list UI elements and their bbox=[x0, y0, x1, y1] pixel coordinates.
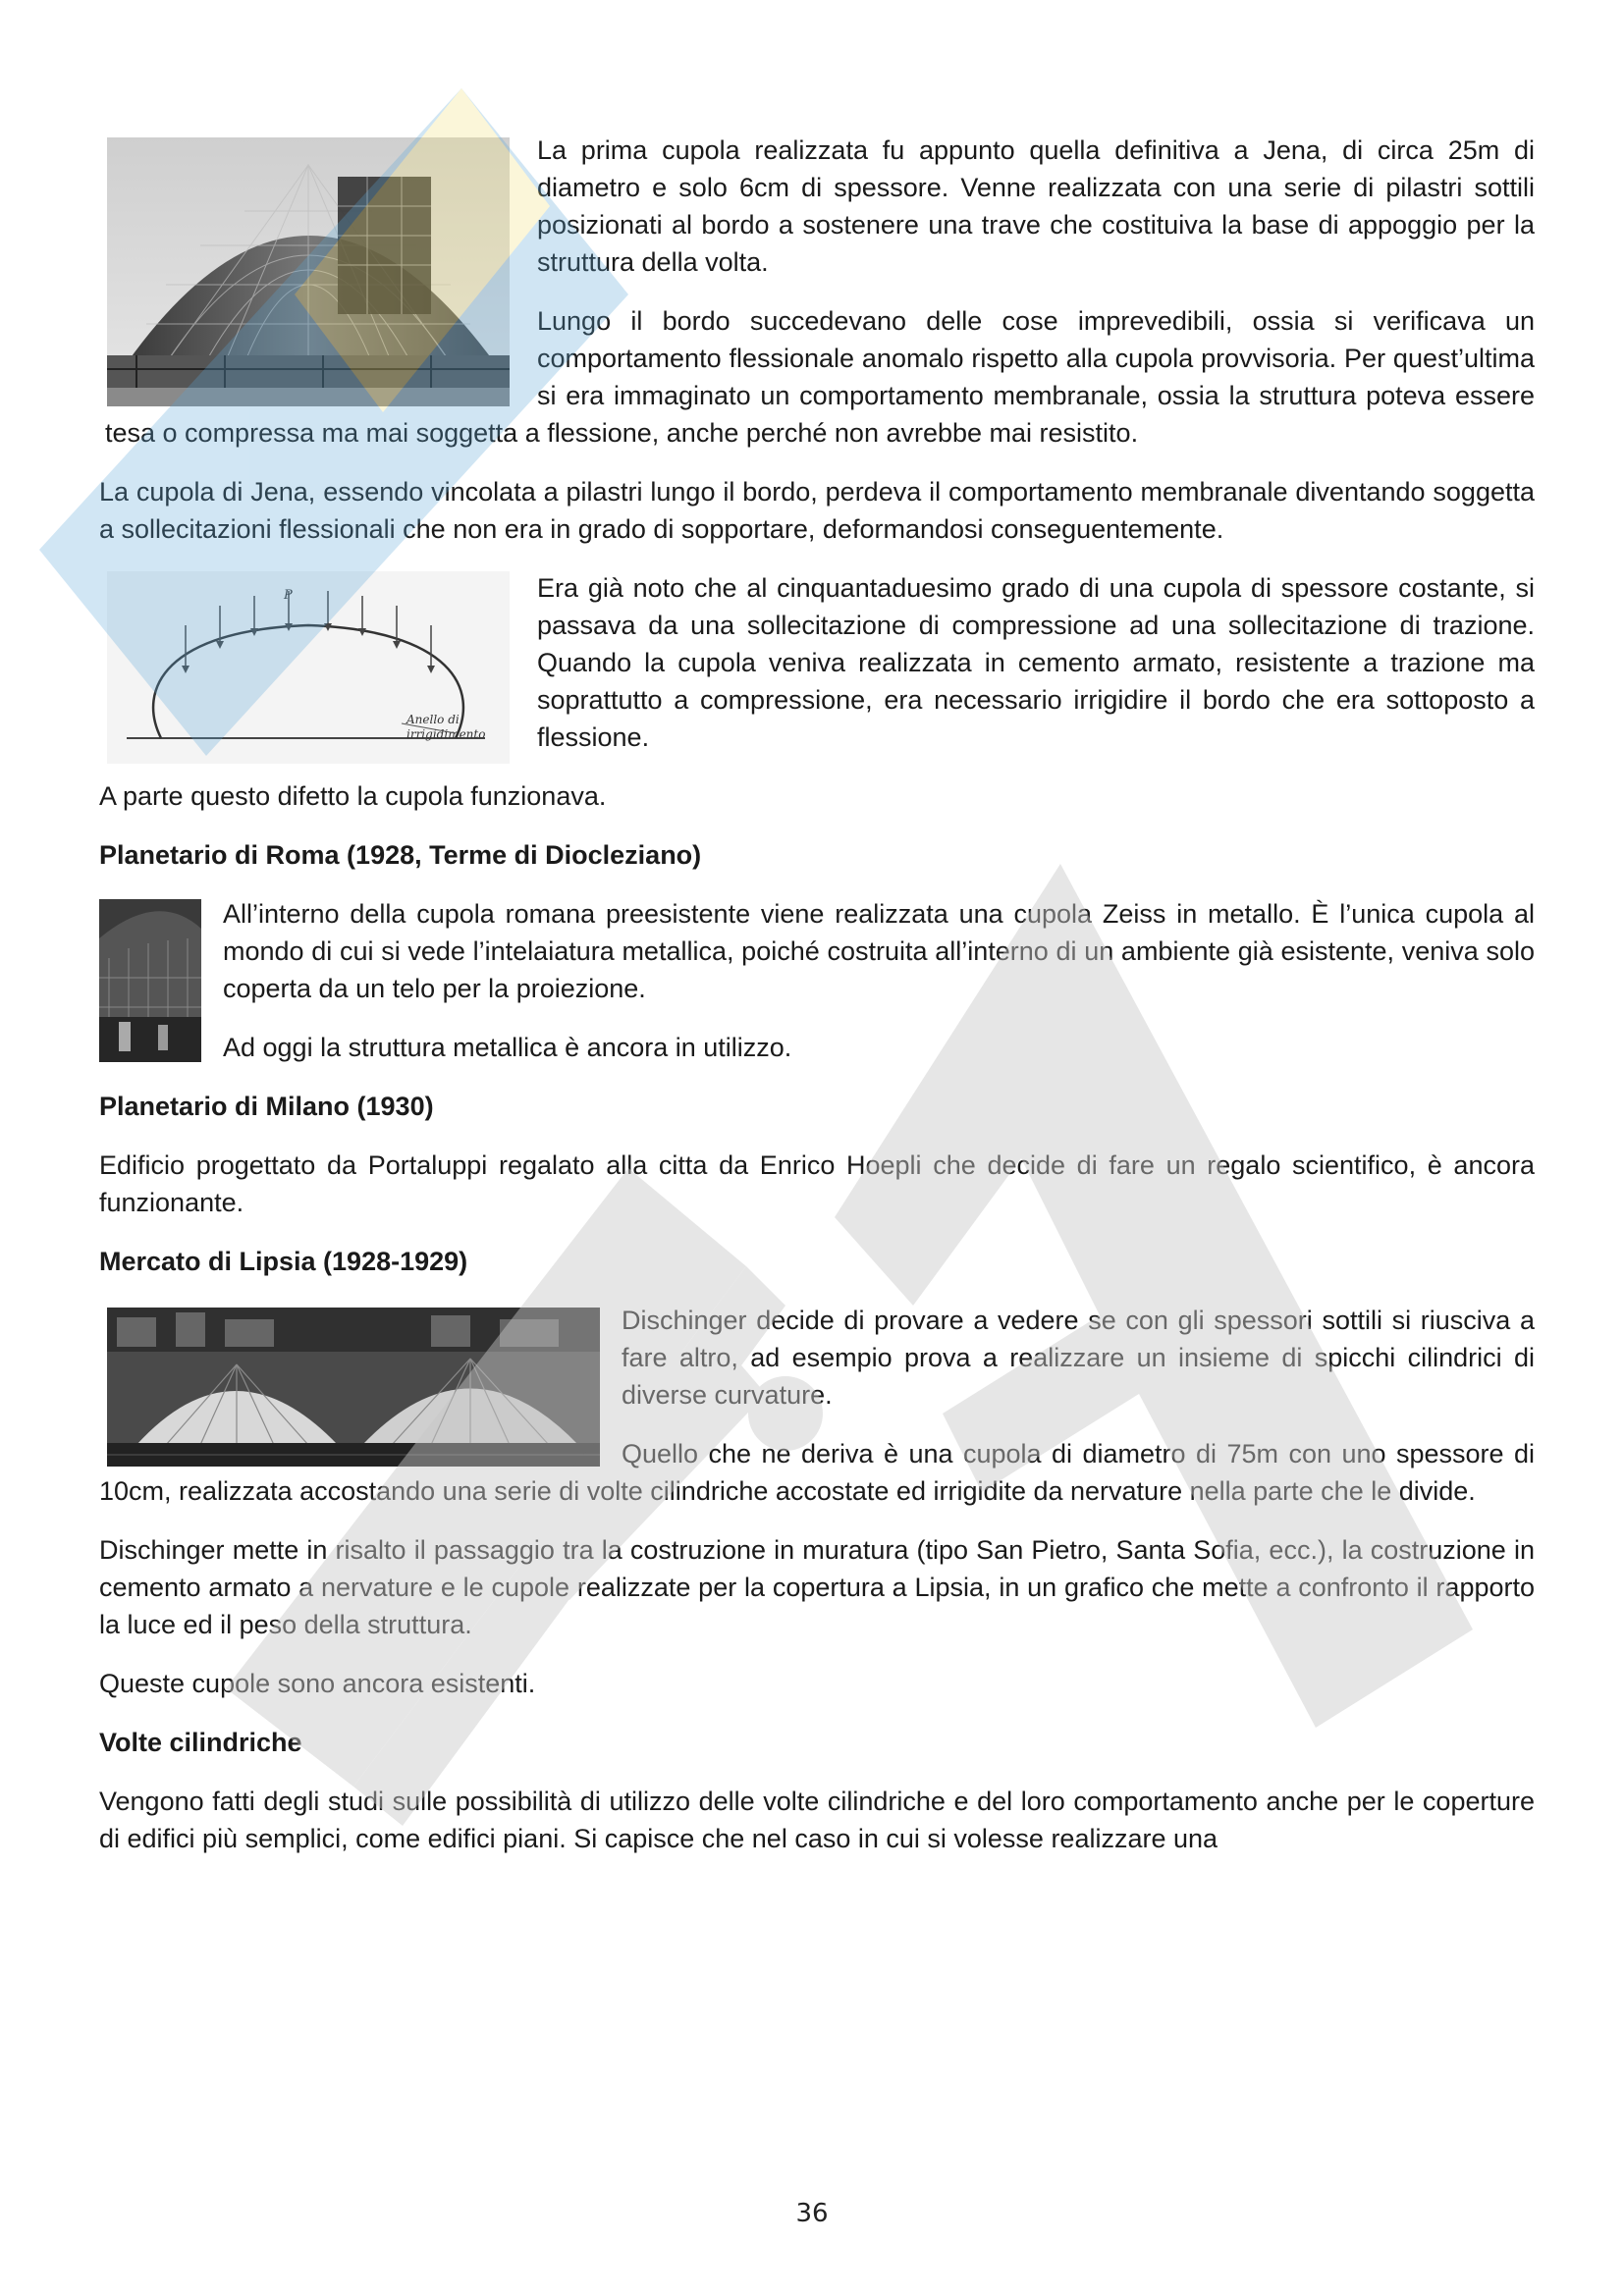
roma-paragraph-1: All’interno della cupola romana preesistente viene realizzata una cupola Zeiss in metallo. È l’unica cupola al mondo di cui si vede l’intelaiatura metallica, poiché costruita all’interno di un ambiente già esistente, veniva solo coperta da un telo per la proiezione. bbox=[223, 899, 1535, 1003]
heading-volte-cilindriche: Volte cilindriche bbox=[99, 1728, 302, 1757]
roma-paragraph-2: Ad oggi la struttura metallica è ancora in utilizzo. bbox=[223, 1033, 792, 1062]
page-number: 36 bbox=[795, 2199, 829, 2228]
roma-planetarium-illustration bbox=[99, 899, 201, 1062]
lipsia-paragraph-2: Quello che ne deriva è una cupola di diametro di 75m con uno spessore di 10cm, realizzata accostando una serie di volte cilindriche accostate ed irrigidite da nervature nella parte che le divide. bbox=[99, 1439, 1535, 1506]
diagram-ring-label-1: Anello di bbox=[406, 713, 460, 726]
heading-planetario-roma: Planetario di Roma (1928, Terme di Diocleziano) bbox=[99, 840, 702, 870]
diagram-load-label: P bbox=[284, 588, 293, 603]
jena-paragraph-3: La cupola di Jena, essendo vincolata a pilastri lungo il bordo, perdeva il comportamento membranale diventando soggetta a sollecitazioni flessionali che non era in grado di sopportare, deformandosi conseguentemente. bbox=[99, 477, 1535, 544]
lipsia-paragraph-4: Queste cupole sono ancora esistenti. bbox=[99, 1669, 536, 1698]
lipsia-paragraph-1: Dischinger decide di provare a vedere se con gli spessori sottili si riusciva a fare altro, ad esempio prova a realizzare un insieme di spicchi cilindrici di diverse curvature. bbox=[622, 1306, 1535, 1410]
milano-paragraph-1: Edificio progettato da Portaluppi regalato alla citta da Enrico Hoepli che decide di fare un regalo scientifico, è ancora funzionante. bbox=[99, 1150, 1535, 1217]
jena-dome-photo bbox=[107, 137, 510, 406]
page-content bbox=[99, 132, 1535, 1879]
lipsia-market-illustration bbox=[107, 1308, 600, 1467]
jena-paragraph-4: Era già noto che al cinquantaduesimo grado di una cupola di spessore costante, si passava da una sollecitazione di compressione ad una sollecitazione di trazione. Quando la cupola veniva realizzata in cemento armato, resistente a trazione ma soprattutto a compressione, era necessario irrigidire il bordo che era sottoposto a flessione. bbox=[537, 573, 1535, 752]
dome-stress-diagram bbox=[107, 571, 510, 764]
volte-paragraph-1: Vengono fatti degli studi sulle possibilità di utilizzo delle volte cilindriche e del loro comportamento anche per le coperture di edifici più semplici, come edifici piani. Si capisce che nel caso in cui si volesse realizzare una bbox=[99, 1787, 1535, 1853]
diagram-ring-label-2: irrigidimento bbox=[406, 727, 486, 741]
jena-paragraph-2: Lungo il bordo succedevano delle cose imprevedibili, ossia si verificava un comportamento flessionale anomalo rispetto alla cupola provvisoria. Per quest’ultima si era immaginato un comportamento membranale, ossia la struttura poteva essere tesa o compressa ma mai soggetta a flessione, anche perché non avrebbe mai resistito. bbox=[105, 306, 1535, 448]
jena-dome-illustration bbox=[107, 137, 510, 406]
roma-planetarium-photo bbox=[99, 899, 201, 1062]
jena-paragraph-5: A parte questo difetto la cupola funzionava. bbox=[99, 781, 607, 811]
lipsia-paragraph-3: Dischinger mette in risalto il passaggio tra la costruzione in muratura (tipo San Pietro, Santa Sofia, ecc.), la costruzione in cemento armato a nervature e le cupole realizzate per la copertura a Lipsia, in un grafico che mette a confronto il rapporto la luce ed il peso della struttura. bbox=[99, 1535, 1535, 1639]
dome-stress-illustration bbox=[107, 571, 510, 764]
jena-paragraph-1: La prima cupola realizzata fu appunto quella definitiva a Jena, di circa 25m di diametro e solo 6cm di spessore. Venne realizzata con una serie di pilastri sottili posizionati al bordo a sostenere una trave che costituiva la base di appoggio per la struttura della volta. bbox=[537, 135, 1535, 277]
heading-mercato-lipsia: Mercato di Lipsia (1928-1929) bbox=[99, 1247, 468, 1276]
heading-planetario-milano: Planetario di Milano (1930) bbox=[99, 1092, 434, 1121]
lipsia-market-photo bbox=[107, 1308, 600, 1467]
